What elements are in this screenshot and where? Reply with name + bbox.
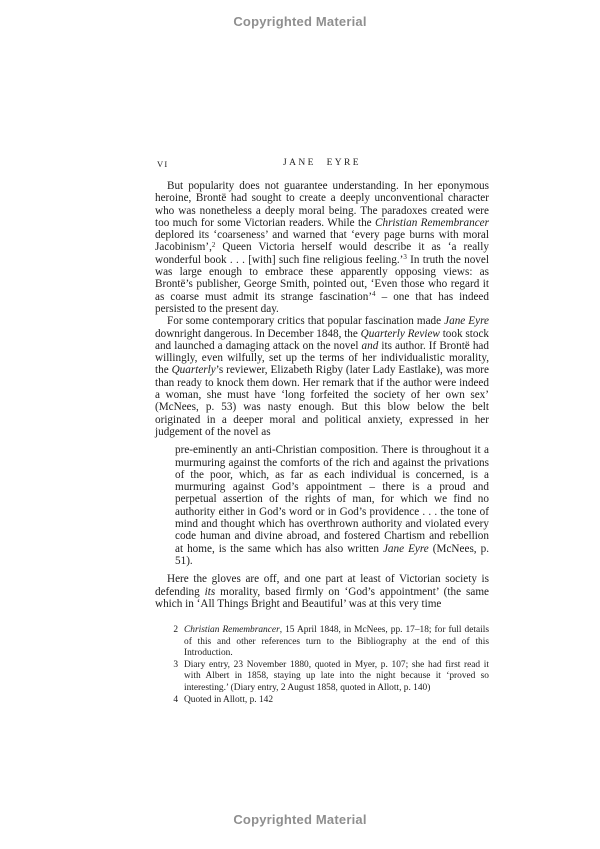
copyright-banner-top: Copyrighted Material [233, 14, 367, 29]
footnotes [155, 625, 489, 706]
running-title: JANE EYRE [283, 158, 361, 168]
footnote-3-number: 3 [173, 659, 178, 670]
copyright-banner-bottom: Copyrighted Material [233, 812, 367, 827]
body-text [155, 180, 489, 610]
footnote-4-number: 4 [173, 694, 178, 705]
page-content [155, 158, 489, 706]
footnote-3 [155, 660, 489, 695]
footnote-2-text: Christian Remembrancer, 15 April 1848, in McNees, pp. 17–18; for full details of this and other references turn to the Bibliography at the end of this Introduction. [184, 625, 490, 659]
footnote-4-text: Quoted in Allott, p. 142 [184, 694, 274, 705]
footnote-4 [155, 695, 489, 707]
footnote-3-text: Diary entry, 23 November 1880, quoted in Myer, p. 107; she had first read it with Albert in 1858, staying up late into the night because it ‘proved so interesting.’ (Diary entry, 2 August 1858, quoted in Allott, p. 140) [184, 659, 489, 694]
footnote-2-number: 2 [173, 625, 178, 636]
footnote-2 [155, 625, 489, 660]
paragraph-2: For some contemporary critics that popular fascination made Jane Eyre downright dangerous. In December 1848, the Quarterly Review took stock and launched a damaging attack on the novel and its author. If Brontë had willingly, even wilfully, set up the terms of her individualistic morality, the Quarterly’s reviewer, Elizabeth Rigby (later Lady Eastlake), was more than ready to knock them down. Her remark that if the author were indeed a woman, she must have ‘long forfeited the society of her own sex’ (McNees, p. 53) was nasty enough. But this blow below the belt originated in a deeper moral and political anxiety, expressed in her judgement of the novel as [155, 315, 490, 438]
paragraph-3: Here the gloves are off, and one part at least of Victorian society is defending its morality, based firmly on ‘God’s appointment’ (the same which in ‘All Things Bright and Beautiful’ was at this very time [155, 573, 489, 610]
paragraph-1: But popularity does not guarantee understanding. In her eponymous heroine, Brontë had sought to create a deeply unconventional character who was nonetheless a deeply moral being. The paradoxes created were too much for some Victorian readers. While the Christian Remembrancer deplored its ‘coarseness’ and warned that ‘every page burns with moral Jacobinism’,$^2$ Queen Victoria herself would describe it as ‘a really wonderful book . . . [with] such fine religious feeling.’$^3$ In truth the novel was large enough to embrace these apparently opposing views: as Brontë’s publisher, George Smith, pointed out, ‘Even those who regard it as coarse must admit its strange fascination’$^4$ – one that has indeed persisted to the present day. [155, 180, 490, 315]
block-quote: pre-eminently an anti-Christian composition. There is throughout it a murmuring against the comforts of the rich and against the privations of the poor, which, as far as each individual is concerned, is a murmuring against God’s appointment – there is a proud and perpetual assertion of the rights of man, for which we find no authority either in God’s word or in God’s providence . . . the tone of mind and thought which has overthrown authority and violated every code human and divine abroad, and fostered Chartism and rebellion at home, is the same which has also written Jane Eyre (McNees, p. 51). [175, 444, 489, 567]
page-number: VI [157, 159, 169, 169]
page-header [155, 158, 489, 171]
